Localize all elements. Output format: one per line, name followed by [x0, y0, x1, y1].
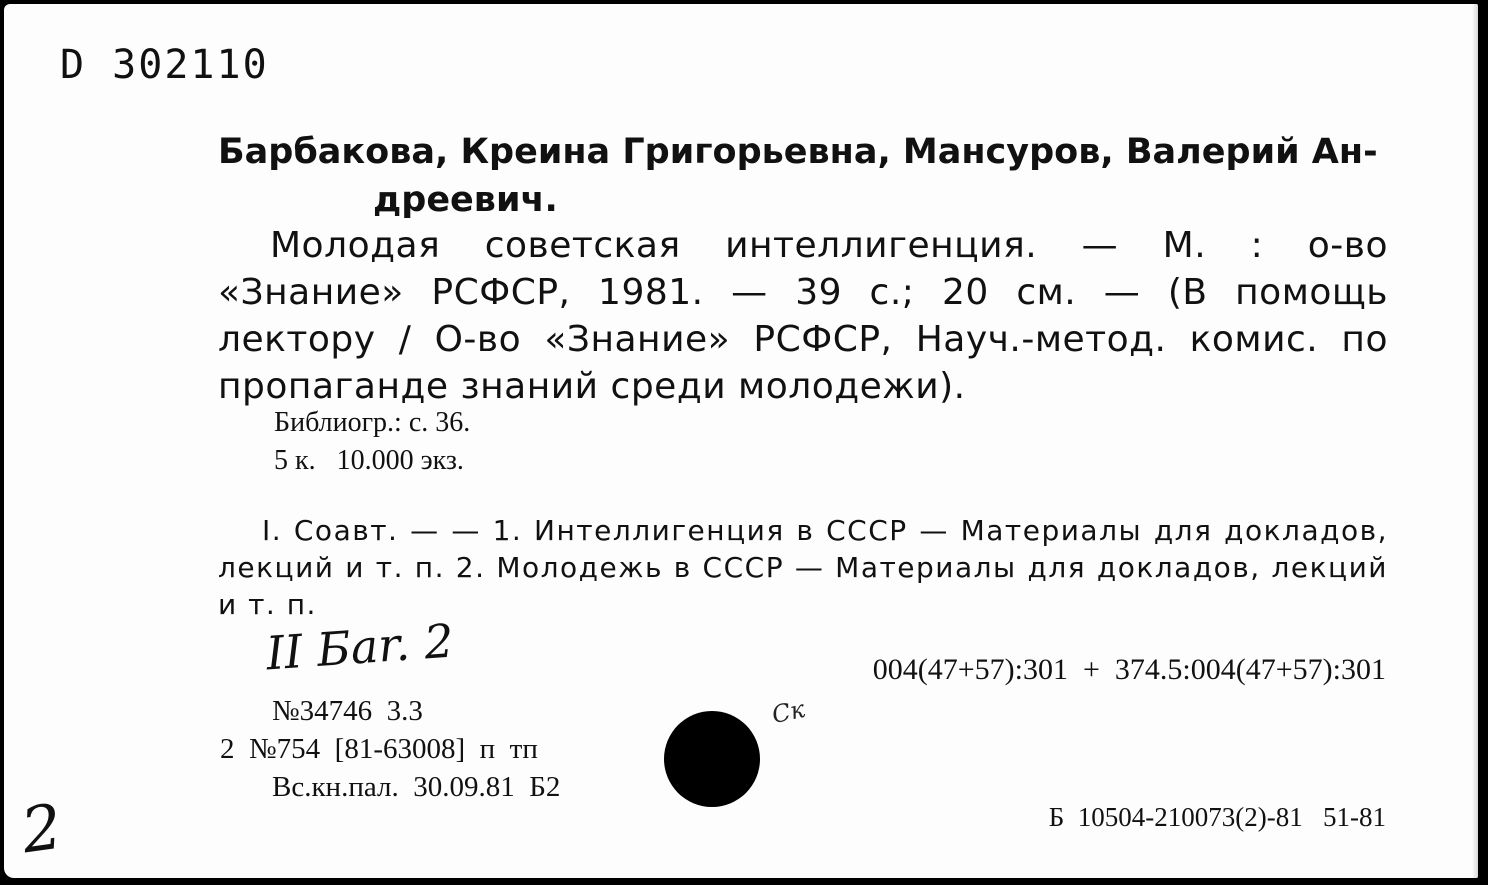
udc-classification: 004(47+57):301 + 374.5:004(47+57):301: [872, 653, 1386, 686]
author-heading: [218, 128, 1388, 224]
handwritten-shelf-note: II Бar. 2: [264, 613, 456, 681]
catalog-card: [4, 4, 1478, 878]
handwritten-corner-note: 2: [17, 789, 67, 868]
registration-line-3: Вс.кн.пал. 30.09.81 Б2: [272, 771, 561, 803]
bbk-index: Б 10504-210073(2)-81 51-81: [1048, 802, 1386, 832]
call-number: D 302110: [60, 42, 269, 88]
handwritten-initials: Ск: [769, 694, 808, 730]
bibliographic-description: Молодая советская интеллигенция. — М. : о-во «Знание» РСФСР, 1981. — 39 с.; 20 см. — (В помощь лектору / О-во «Знание» РСФСР, Науч.-метод. комис. по пропаганде знаний среди молодежи).: [218, 225, 1388, 407]
subject-tracing: I. Соавт. — — 1. Интеллигенция в СССР — Материалы для докладов, лекций и т. п. 2. Молодежь в СССР — Материалы для докладов, лекций и т. п.: [218, 514, 1388, 621]
registration-line-1: №34746 3.3: [272, 695, 423, 727]
card-edge-shadow: [1472, 4, 1478, 878]
registration-line-2: 2 №754 [81-63008] п тп: [220, 733, 538, 765]
bibliography-note: Библиогр.: с. 36.: [274, 407, 471, 438]
punch-hole: [664, 711, 760, 807]
author-heading-line1: Барбакова, Креина Григорьевна, Мансуров, Валерий Ан-: [218, 132, 1378, 172]
price-and-print-run: 5 к. 10.000 экз.: [274, 445, 464, 476]
author-heading-line2: дреевич.: [373, 180, 558, 220]
